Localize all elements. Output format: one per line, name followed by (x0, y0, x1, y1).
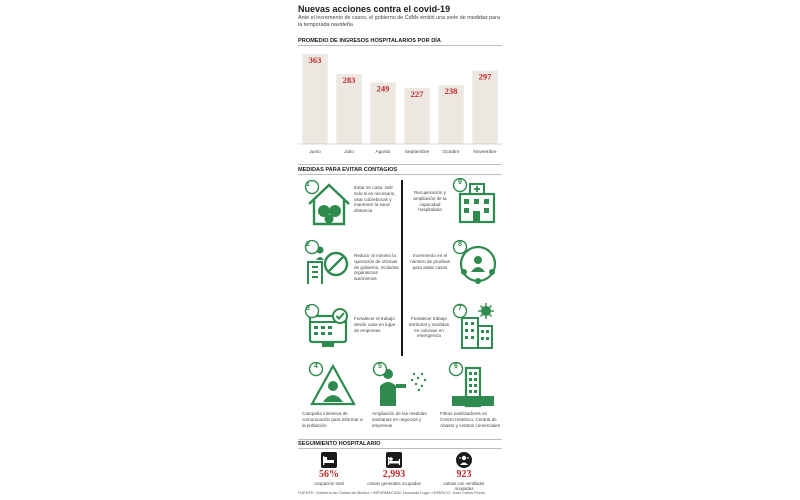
measure-text: Campaña intensiva de comunicación para informar a la población (302, 411, 363, 428)
measure-text: Estar en casa, salir solo si es necesario, usar cubrebocas y mantener la sana distancia (354, 185, 396, 214)
stat-value: 56% (319, 469, 339, 480)
measure-number: 6 (454, 363, 458, 370)
chart-title: PROMEDIO DE INGRESOS HOSPITALARIOS POR DÍA (298, 38, 441, 44)
measure-number: 5 (378, 363, 382, 370)
bar-junio (302, 54, 328, 144)
infographic (298, 4, 502, 496)
bar-value-label: 249 (376, 83, 390, 94)
category-label: Junio (309, 150, 321, 155)
bar-value-label: 227 (410, 88, 424, 99)
measure-text: Recuperación y ampliación de la capacidad hospitalaria (413, 190, 447, 213)
bar-value-label: 363 (308, 55, 322, 66)
stat-value: 2,993 (382, 469, 406, 480)
tracking-title: SEGUIMIENTO HOSPITALARIO (298, 441, 381, 447)
measure-text: Filtros sanitizadores en Centro Histórico, Central de Abasto y centros comerciales (440, 411, 500, 428)
section-divider (298, 164, 502, 165)
footer-credits: FUENTE: Gobierno de Ciudad de México • INFORMACIÓN: Leonardo Lugo • GRÁFICO: Juan Carlos Flores (298, 490, 485, 495)
page-title: Nuevas acciones contra el covid-19 (298, 4, 451, 14)
column-divider (401, 180, 403, 356)
section-divider (298, 439, 502, 440)
measure-number: 3 (306, 305, 310, 312)
measures-title: MEDIDAS PARA EVITAR CONTAGIOS (298, 167, 398, 173)
bar-noviembre (472, 71, 498, 145)
stat-label: camas generales ocupadas (367, 481, 421, 486)
measure-number: 2 (306, 241, 310, 248)
stat-value: 923 (456, 469, 472, 480)
measure-number: 9 (458, 179, 462, 186)
tracking-title-rule (298, 448, 502, 449)
category-label: Octubre (442, 150, 460, 155)
measure-number: 8 (458, 241, 462, 248)
stat-label: camas con ventilador ocupadas (443, 481, 485, 491)
measure-text: Fortalecer el trabajo desde casa en lugar de empresas (354, 316, 396, 333)
ventilator-icon (456, 452, 472, 468)
bed-icon (386, 452, 402, 468)
measures-title-rule (298, 174, 502, 175)
measure-text: Reducir al mínimo la operación de oficinas de gobierno, incluidos organismos autónomos (354, 253, 399, 282)
page-subtitle: Ante el incremento de casos, el gobierno de CdMx emitió una serie de medidas para la temporada navideña (298, 15, 500, 28)
hospital-bed-icon (321, 452, 337, 468)
stat-label: ocupación total (314, 481, 344, 486)
category-label: Septiembre (404, 150, 430, 155)
measure-text: Ampliación de las medidas sanitarias en negocios y empresas (372, 411, 427, 428)
category-label: Agosto (375, 150, 391, 155)
category-label: Julio (344, 150, 354, 155)
bar-value-label: 283 (342, 75, 356, 85)
measure-text: Fortalecer trabajo territorial y medidas en colonias en emergencia (408, 316, 450, 339)
measure-number: 4 (314, 363, 318, 370)
bar-chart (298, 46, 502, 164)
bar-value-label: 238 (444, 86, 458, 97)
measure-number: 1 (306, 181, 310, 188)
bar-value-label: 297 (478, 71, 492, 82)
measure-number: 7 (458, 305, 462, 312)
category-label: Noviembre (473, 150, 497, 155)
measure-text: Incremento en el número de pruebas para aislar casos (410, 253, 450, 270)
